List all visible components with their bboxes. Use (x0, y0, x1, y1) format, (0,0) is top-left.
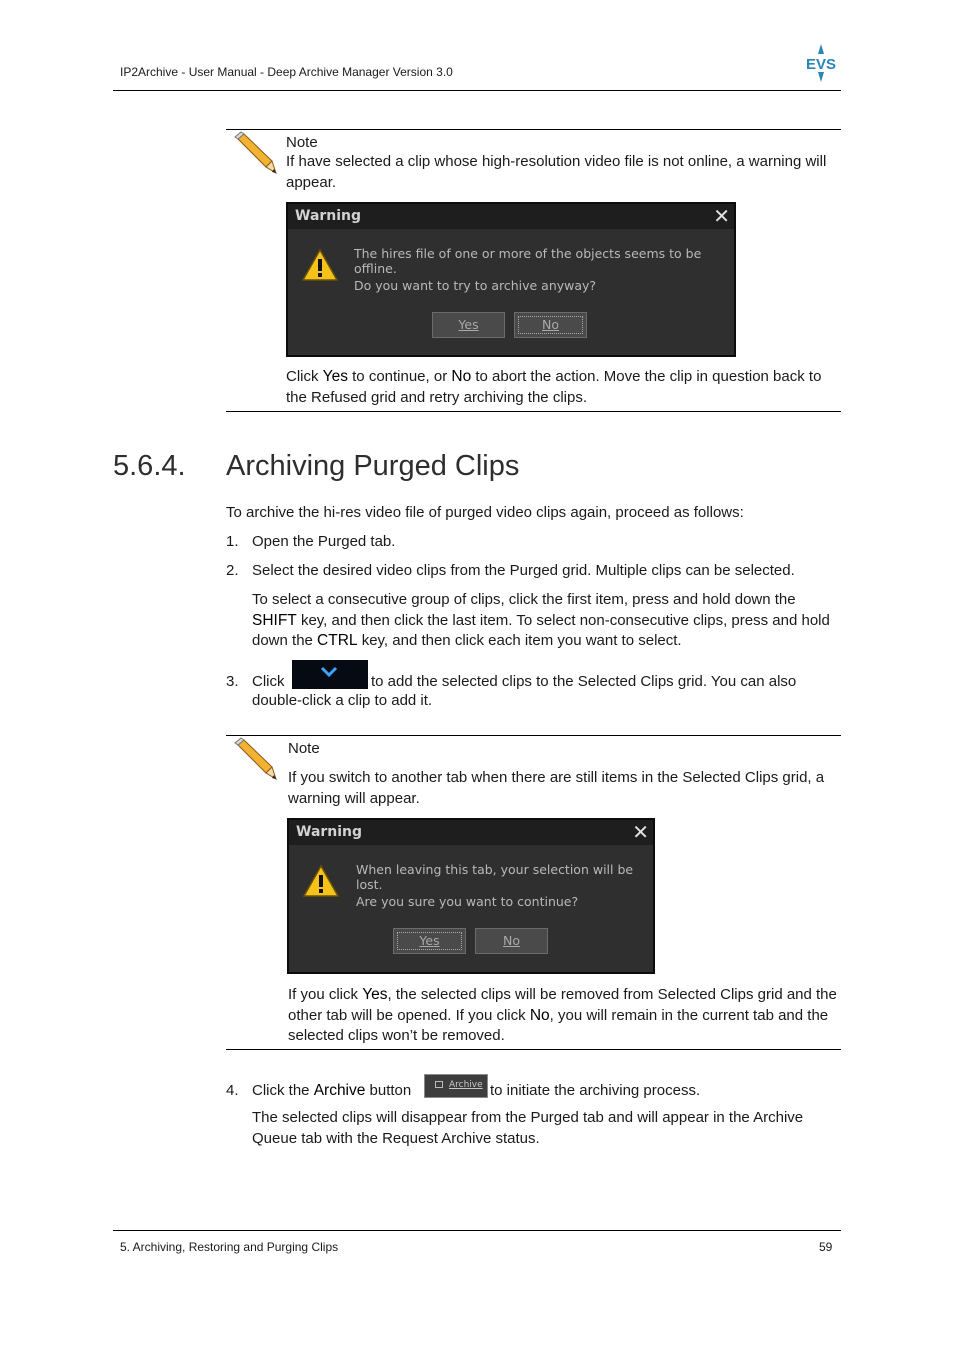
archive-button[interactable] (424, 1074, 488, 1098)
note-followup: Click Yes to continue, or No to abort the action. Move the clip in question back to the Refused grid and retry archiving the clips. (286, 368, 822, 406)
step-subtext: The selected clips will disappear from the Purged tab and will appear in the Archive Queue tab with the Request Archive status. (252, 1109, 804, 1147)
no-keyword: No (529, 1006, 550, 1024)
archive-button-label: Archive (449, 1080, 483, 1090)
step-number: 4. (226, 1082, 239, 1099)
dialog-question: Are you sure you want to continue? (356, 894, 579, 909)
add-to-selected-button[interactable] (292, 660, 368, 689)
note-title: Note (286, 134, 318, 151)
pencil-icon (232, 131, 278, 177)
dialog-title: Warning (296, 824, 363, 840)
close-icon[interactable]: ✕ (632, 820, 649, 844)
shift-key: SHIFT (252, 611, 297, 629)
logo-text: EVS (805, 56, 837, 73)
chevron-down-icon (292, 660, 368, 689)
step-text: Click the Archive button (252, 1082, 412, 1099)
no-button[interactable]: No (475, 928, 548, 954)
no-keyword: No (451, 368, 472, 385)
note-followup: If you click Yes, the selected clips will be removed from Selected Clips grid and the other tab will be opened. If you click No, you will remain in the current tab and the selected clips won’t be removed. (288, 986, 837, 1044)
archive-keyword: Archive (313, 1082, 366, 1099)
warning-icon (302, 864, 340, 898)
step-text: Click (252, 673, 285, 690)
pencil-icon (232, 737, 278, 783)
warning-icon (301, 248, 339, 282)
header-rule (113, 90, 841, 91)
yes-keyword: Yes (322, 368, 348, 385)
note-bottom-rule (226, 1049, 841, 1050)
note-title: Note (288, 740, 320, 757)
section-number: 5.6.4. (113, 450, 186, 482)
running-header: IP2Archive - User Manual - Deep Archive Manager Version 3.0 (120, 65, 453, 79)
yes-keyword: Yes (362, 986, 388, 1003)
step-subtext: To select a consecutive group of clips, click the first item, press and hold down the SHIFT key, and then click the last item. To select non-consecutive clips, press and hold down the CTRL key, and then click each item you want to select. (252, 591, 830, 649)
section-title: Archiving Purged Clips (226, 450, 520, 482)
step-number: 3. (226, 673, 239, 690)
dialog-title: Warning (295, 208, 362, 224)
evs-logo (804, 44, 838, 82)
footer-rule (113, 1230, 841, 1231)
close-icon[interactable]: ✕ (713, 204, 730, 228)
step-text: to initiate the archiving process. (490, 1082, 701, 1099)
step-number: 1. (226, 533, 239, 550)
note-text: If have selected a clip whose high-resolution video file is not online, a warning will appear. (286, 153, 827, 191)
intro-text: To archive the hi-res video file of purged video clips again, proceed as follows: (226, 504, 744, 521)
dialog-message: The hires file of one or more of the objects seems to be offline. (354, 246, 702, 276)
dialog-titlebar (288, 204, 734, 229)
dialog-question: Do you want to try to archive anyway? (354, 278, 597, 293)
note-text: If you switch to another tab when there are still items in the Selected Clips grid, a warning will appear. (288, 769, 825, 807)
step-number: 2. (226, 562, 239, 579)
note-top-rule (226, 129, 841, 130)
step-text: Select the desired video clips from the Purged grid. Multiple clips can be selected. (252, 562, 795, 579)
dialog-titlebar (289, 820, 653, 845)
ctrl-key: CTRL (317, 632, 358, 649)
no-button[interactable]: No (514, 312, 587, 338)
footer-chapter: 5. Archiving, Restoring and Purging Clips (120, 1240, 339, 1254)
page-number: 59 (819, 1240, 833, 1254)
dialog-message: When leaving this tab, your selection will be lost. (356, 862, 634, 892)
step-text: Open the Purged tab. (252, 533, 396, 550)
warning-dialog (286, 202, 736, 357)
step-text: to add the selected clips to the Selected Clips grid. You can also (371, 673, 797, 690)
step-text: double-click a clip to add it. (252, 692, 433, 709)
yes-button[interactable]: Yes (393, 928, 466, 954)
warning-dialog (287, 818, 655, 974)
yes-button[interactable]: Yes (432, 312, 505, 338)
archive-icon (435, 1081, 443, 1088)
note-bottom-rule (226, 411, 841, 412)
note-top-rule (226, 735, 841, 736)
